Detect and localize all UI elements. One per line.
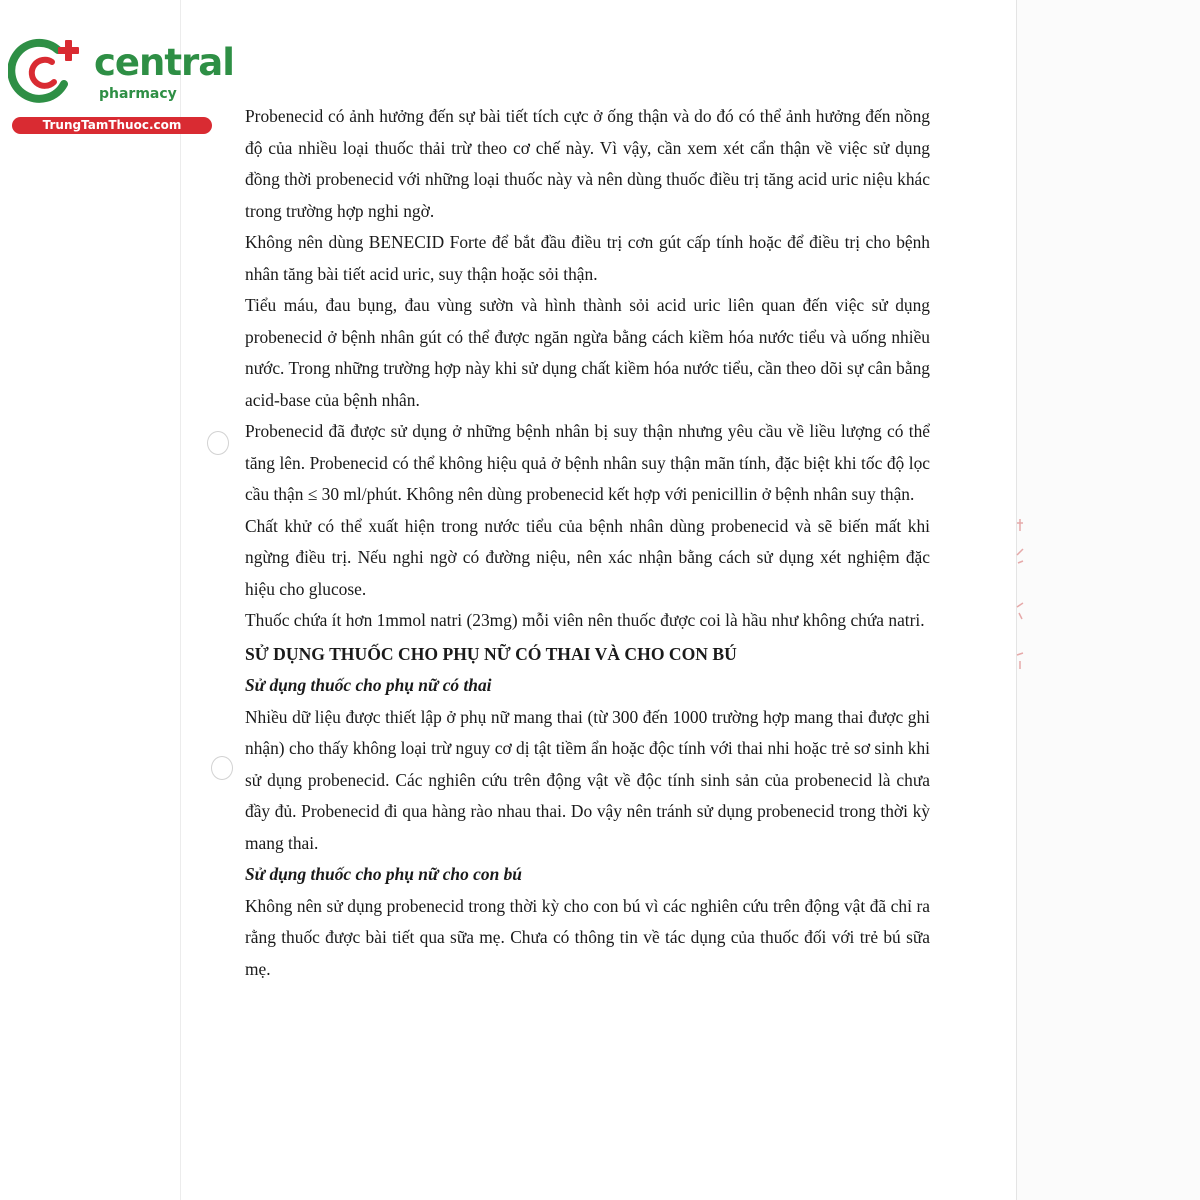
paragraph-glucose-test: Chất khử có thể xuất hiện trong nước tiểu của bệnh nhân dùng probenecid và sẽ biến mất khi ngừng điều trị. Nếu nghi ngờ có đường niệu, nên xác nhận bằng cách sử dụng xét nghiệm đặc hiệu cho glucose. (245, 515, 930, 599)
paragraph-lactation: Không nên sử dụng probenecid trong thời kỳ cho con bú vì các nghiên cứu trên động vật đã chỉ ra rằng thuốc được bài tiết qua sữa mẹ. Chưa có thông tin về tác dụng của thuốc đối với trẻ bú sữa mẹ. (245, 895, 930, 979)
logo-wordmark: central (94, 41, 234, 84)
logo-subtitle: pharmacy (99, 86, 177, 102)
faint-stamp-mark (1014, 515, 1026, 675)
paragraph-urine-alkalinization: Tiểu máu, đau bụng, đau vùng sườn và hình thành sỏi acid uric liên quan đến việc sử dụng probenecid ở bệnh nhân gút có thể được ngăn ngừa bằng cách kiềm hóa nước tiểu và uống nhiều nước. Trong những trường hợp này khi sử dụng chất kiềm hóa nước tiểu, cần theo dõi sự cân bằng acid-base của bệnh nhân. (245, 295, 930, 410)
central-pharmacy-logo (8, 36, 234, 136)
logo-website-badge: TrungTamThuoc.com (12, 117, 212, 134)
binder-punch-hole (211, 756, 233, 780)
scan-edge-left (180, 0, 181, 1200)
paragraph-sodium-content: Thuốc chứa ít hơn 1mmol natri (23mg) mỗi viên nên thuốc được coi là hầu như không chứa natri. (245, 610, 925, 630)
paragraph-pregnancy: Nhiều dữ liệu được thiết lập ở phụ nữ mang thai (từ 300 đến 1000 trường hợp mang thai được ghi nhận) cho thấy không loại trừ nguy cơ dị tật tiềm ẩn hoặc độc tính với thai nhi hoặc trẻ sơ sinh khi sử dụng probenecid. Các nghiên cứu trên động vật về độc tính sinh sản của probenecid là chưa đầy đủ. Probenecid đi qua hàng rào nhau thai. Do vậy nên tránh sử dụng probenecid trong thời kỳ mang thai. (245, 706, 930, 853)
document-body (245, 101, 930, 985)
subheading-pregnancy: Sử dụng thuốc cho phụ nữ có thai (245, 675, 492, 695)
scan-shadow (1017, 0, 1200, 1200)
section-heading-pregnancy-lactation: SỬ DỤNG THUỐC CHO PHỤ NỮ CÓ THAI VÀ CHO CON BÚ (245, 643, 737, 664)
paragraph-acute-gout-warning: Không nên dùng BENECID Forte để bắt đầu điều trị cơn gút cấp tính hoặc để điều trị cho bệnh nhân tăng bài tiết acid uric, suy thận hoặc sỏi thận. (245, 232, 930, 284)
pharmacy-cross-logo-icon (8, 36, 88, 108)
subheading-lactation: Sử dụng thuốc cho phụ nữ cho con bú (245, 864, 522, 884)
paragraph-renal-secretion: Probenecid có ảnh hưởng đến sự bài tiết tích cực ở ống thận và do đó có thể ảnh hưởng đến nồng độ của nhiều loại thuốc thải trừ theo cơ chế này. Vì vậy, cần xem xét cẩn thận về việc sử dụng đồng thời probenecid với những loại thuốc này và nên dùng thuốc điều trị tăng acid uric niệu khác trong trường hợp nghi ngờ. (245, 106, 930, 221)
binder-punch-hole (207, 431, 229, 455)
paragraph-renal-impairment: Probenecid đã được sử dụng ở những bệnh nhân bị suy thận nhưng yêu cầu về liều lượng có thể tăng lên. Probenecid có thể không hiệu quả ở bệnh nhân suy thận mãn tính, đặc biệt khi tốc độ lọc cầu thận ≤ 30 ml/phút. Không nên dùng probenecid kết hợp với penicillin ở bệnh nhân suy thận. (245, 421, 930, 504)
